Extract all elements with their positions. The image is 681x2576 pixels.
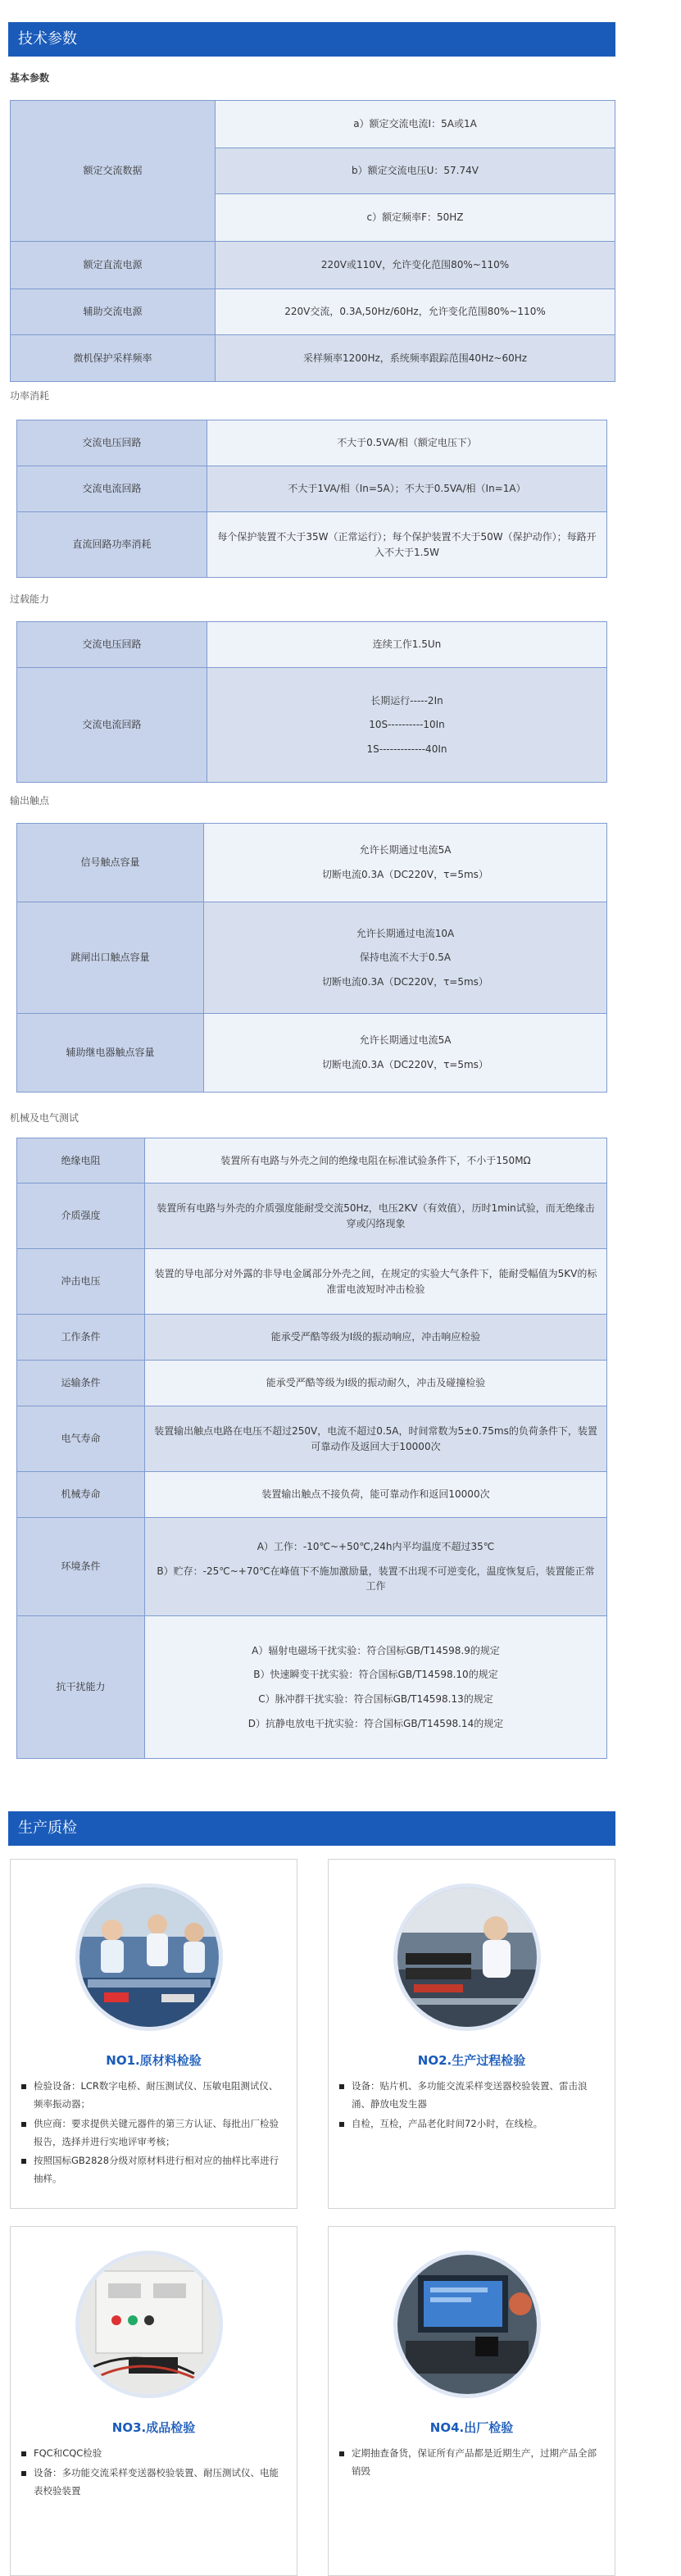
row-label: 额定交流数据 [11,101,216,242]
basic-params-table [10,100,615,382]
output-contacts-label: 输出触点 [10,795,50,806]
value-line: 允许长期通过电流10A [356,927,455,939]
value-line: B）贮存：-25℃~+70℃在峰值下不施加激励量，装置不出现不可逆变化，温度恢复后，装置能正常工作 [157,1565,595,1592]
list-item: 设备：多功能交流采样变送器校验装置、耐压测试仪、电能表校验装置 [20,2465,287,2501]
list-item: 检验设备：LCR数字电桥、耐压测试仪、压敏电阻测试仪、频率振动器； [20,2078,287,2114]
value-line: 允许长期通过电流5A [359,1034,452,1047]
value-line: C）脉冲群干扰实验：符合国标GB/T14598.13的规定 [258,1693,493,1705]
qc-card-list [20,2078,287,2190]
row-value [204,824,607,902]
row-label: 绝缘电阻 [17,1138,145,1184]
row-label: 微机保护采样频率 [11,335,216,382]
qc-card-raw-material [10,1859,297,2209]
table-row [11,101,615,148]
table-row [11,335,615,382]
row-value [207,668,607,783]
row-label: 冲击电压 [17,1249,145,1315]
overload-table [16,621,607,783]
row-label: 抗干扰能力 [17,1616,145,1759]
section-title: 技术参数 [18,30,77,48]
qc-photo-process [393,1883,541,2031]
qc-photo-finished [75,2251,223,2398]
mech-elec-label: 机械及电气测试 [10,1112,79,1124]
qc-card-title: NO3.成品检验 [111,2420,196,2435]
row-value: 不大于1VA/相（In=5A）；不大于0.5VA/相（In=1A） [207,466,607,512]
qc-card-list [338,2078,605,2135]
row-label: 交流电流回路 [17,668,207,783]
qc-card-title: NO2.生产过程检验 [417,2053,526,2068]
row-value [145,1616,607,1759]
qc-card-list [338,2445,605,2483]
table-row [17,622,607,668]
section-header-tech [8,22,615,57]
output-contacts-table [16,823,607,1093]
value-line: A）辐射电磁场干扰实验：符合国标GB/T14598.9的规定 [252,1644,500,1656]
value-line: A）工作：-10℃~+50℃,24h内平均温度不超过35℃ [257,1541,495,1553]
qc-card-title: NO4.出厂检验 [429,2420,514,2435]
list-item: 按照国标GB2828分级对原材料进行相对应的抽样比率进行抽样。 [20,2152,287,2188]
table-row [17,420,607,466]
row-value: b）额定交流电压U：57.74V [216,148,615,194]
row-label: 电气寿命 [17,1406,145,1472]
value-line: B）快速瞬变干扰实验：符合国标GB/T14598.10的规定 [253,1669,498,1681]
value-line: 切断电流0.3A（DC220V，τ=5ms） [322,1059,488,1070]
table-row [17,1014,607,1093]
value-line: 1S-------------40In [366,743,447,755]
table-row [11,289,615,335]
row-label: 环境条件 [17,1518,145,1616]
qc-card-list [20,2445,287,2502]
row-value: 连续工作1.5Un [207,622,607,668]
list-item: 自检，互检，产品老化时间72小时，在线检。 [338,2115,605,2133]
row-label: 机械寿命 [17,1472,145,1518]
table-row [17,1361,607,1406]
table-row [17,1315,607,1361]
table-row [17,1406,607,1472]
row-value: 能承受严酷等级为I级的振动耐久，冲击及碰撞检验 [145,1361,607,1406]
row-value: 装置输出触点电路在电压不超过250V，电流不超过0.5A，时间常数为5±0.75ms的负荷条件下，装置可靠动作及返回大于10000次 [145,1406,607,1472]
value-line: D）抗静电放电干扰实验：符合国标GB/T14598.14的规定 [247,1717,504,1729]
value-line: 允许长期通过电流5A [359,844,452,856]
value-line: 切断电流0.3A（DC220V，τ=5ms） [322,869,488,880]
table-row [11,242,615,289]
table-row [17,902,607,1014]
row-label: 交流电流回路 [17,466,207,512]
value-line: 切断电流0.3A（DC220V，τ=5ms） [322,975,488,988]
list-item: 设备：贴片机、多功能交流采样变送器校验装置、雷击浪涌、静放电发生器 [338,2078,605,2114]
row-value [204,1014,607,1093]
row-label: 直流回路功率消耗 [17,512,207,578]
row-value: 不大于0.5VA/相（额定电压下） [207,420,607,466]
row-value: 采样频率1200Hz，系统频率跟踪范围40Hz~60Hz [216,335,615,382]
qc-card-title: NO1.原材料检验 [106,2053,202,2068]
qc-photo-raw-material [75,1883,223,2031]
list-item: 定期抽查备货，保证所有产品都是近期生产，过期产品全部销毁 [338,2445,605,2481]
list-item: 供应商：要求提供关键元器件的第三方认证、每批出厂检验报告，选择并进行实地评审考核； [20,2115,287,2151]
table-row [17,1472,607,1518]
row-value: 装置的导电部分对外露的非导电金属部分外壳之间，在规定的实验大气条件下，能耐受幅值为5KV的标准雷电波短时冲击检验 [145,1249,607,1315]
table-row [17,824,607,902]
row-value: 装置输出触点不接负荷，能可靠动作和返回10000次 [145,1472,607,1518]
row-value: 装置所有电路与外壳的介质强度能耐受交流50Hz，电压2KV（有效值），历时1min试验，而无绝缘击穿或闪络现象 [145,1184,607,1249]
table-row [17,1518,607,1616]
qc-photo-factory [393,2251,541,2398]
row-label: 信号触点容量 [17,824,204,902]
row-label: 介质强度 [17,1184,145,1249]
table-row [17,466,607,512]
row-label: 辅助继电器触点容量 [17,1014,204,1093]
row-label: 交流电压回路 [17,622,207,668]
basic-params-label: 基本参数 [10,72,50,84]
row-value: 220V交流，0.3A,50Hz/60Hz，允许变化范围80%~110% [216,289,615,335]
overload-label: 过载能力 [10,593,50,605]
list-item: FQC和CQC检验 [20,2445,287,2463]
mech-elec-table [16,1138,607,1759]
row-value: a）额定交流电流I：5A或1A [216,101,615,148]
row-label: 工作条件 [17,1315,145,1361]
row-label: 运输条件 [17,1361,145,1406]
value-line: 长期运行-----2In [370,694,443,706]
value-line: 10S----------10In [369,719,445,731]
section-title: 生产质检 [18,1820,77,1837]
row-value: 装置所有电路与外壳之间的绝缘电阻在标准试验条件下，不小于150MΩ [145,1138,607,1184]
power-consumption-table [16,420,607,578]
row-label: 交流电压回路 [17,420,207,466]
section-header-quality [8,1811,615,1846]
row-value: c）额定频率F：50HZ [216,194,615,242]
table-row [17,1184,607,1249]
row-label: 跳闸出口触点容量 [17,902,204,1014]
qc-card-process [328,1859,615,2209]
row-value [145,1518,607,1616]
table-row [17,1249,607,1315]
row-label: 辅助交流电源 [11,289,216,335]
row-label: 额定直流电源 [11,242,216,289]
row-value [204,902,607,1014]
table-row [17,668,607,783]
power-consumption-label: 功率消耗 [10,390,50,402]
row-value: 每个保护装置不大于35W（正常运行）；每个保护装置不大于50W（保护动作）；每路开入不大于1.5W [207,512,607,578]
value-line: 保持电流不大于0.5A [359,952,452,964]
row-value: 能承受严酷等级为I级的振动响应，冲击响应检验 [145,1315,607,1361]
table-row [17,1138,607,1184]
table-row [17,512,607,578]
table-row [17,1616,607,1759]
row-value: 220V或110V，允许变化范围80%~110% [216,242,615,289]
